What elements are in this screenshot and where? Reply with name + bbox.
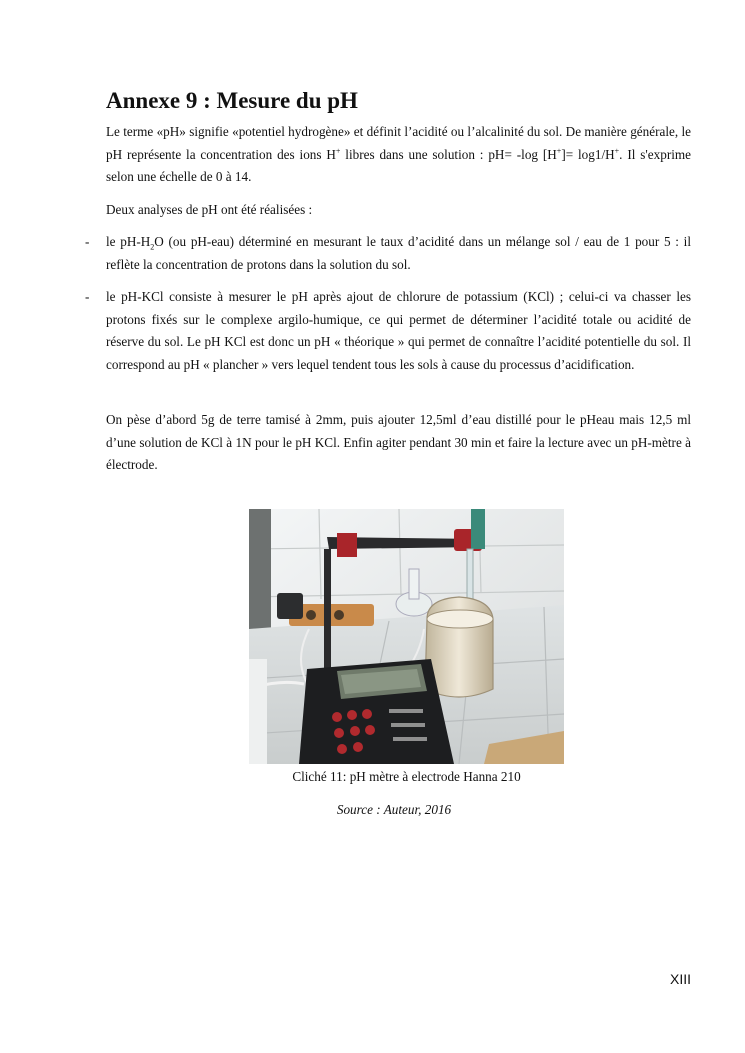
figure-source: Source : Auteur, 2016 [336,802,452,817]
figure-caption: Cliché 11: pH mètre à electrode Hanna 210 [292,769,521,784]
intro-text-2: libres dans une solution : pH= -log [H [340,146,557,162]
intro-text-1: Le terme «pH» signifie «potentiel hydrogène» et définit l’acidité ou l’alcalinité du sol. De manière générale, le pH représente la concentration des ions H [106,124,691,162]
bullet-item-ph-eau [106,231,691,276]
analyses-intro: Deux analyses de pH ont été réalisées : [106,202,313,217]
intro-paragraph [106,121,691,189]
page-title: Annexe 9 : Mesure du pH [106,88,358,113]
superscript-plus: + [335,146,341,156]
intro-text-3: ]= log1/H [561,146,615,162]
page-number: XIII [669,971,691,987]
bullet-dash: - [85,289,90,304]
subscript-two: 2 [150,242,155,252]
bullet-text-1b: O (ou pH-eau) déterminé en mesurant le taux d’acidité dans un mélange sol / eau de 1 pour 5 : il reflète la concentration de protons dans la solution du sol. [106,234,691,272]
superscript-plus: + [614,146,620,156]
bullet-item-ph-kcl: le pH-KCl consiste à mesurer le pH après ajout de chlorure de potassium (KCl) ; celui-ci va chasser les protons fixés sur le complexe argilo-humique, ce qui permet de déterminer l’acidité totale ou acidité de réserve du sol. Le pH KCl est donc un pH « théorique » qui permet de connaître l’acidité potentielle du sol. Il correspond au pH « plancher » vers lequel tendent tous les sols à cause du processus d’acidification. [106,289,691,372]
superscript-plus: + [556,146,562,156]
bullet-text-1a: le pH-H [106,234,151,249]
intro-text-4: . Il s'exprime selon une échelle de 0 à 14. [106,146,691,185]
bullet-dash: - [85,234,90,249]
procedure-paragraph: On pèse d’abord 5g de terre tamisé à 2mm, puis ajouter 12,5ml d’eau distillé pour le pHeau mais 12,5 ml d’une solution de KCl à 1N pour le pH KCl. Enfin agiter pendant 30 min et faire la lecture avec un pH-mètre à électrode. [106,412,691,473]
ph-meter-illustration [249,509,564,764]
ph-meter-photo [249,509,564,764]
